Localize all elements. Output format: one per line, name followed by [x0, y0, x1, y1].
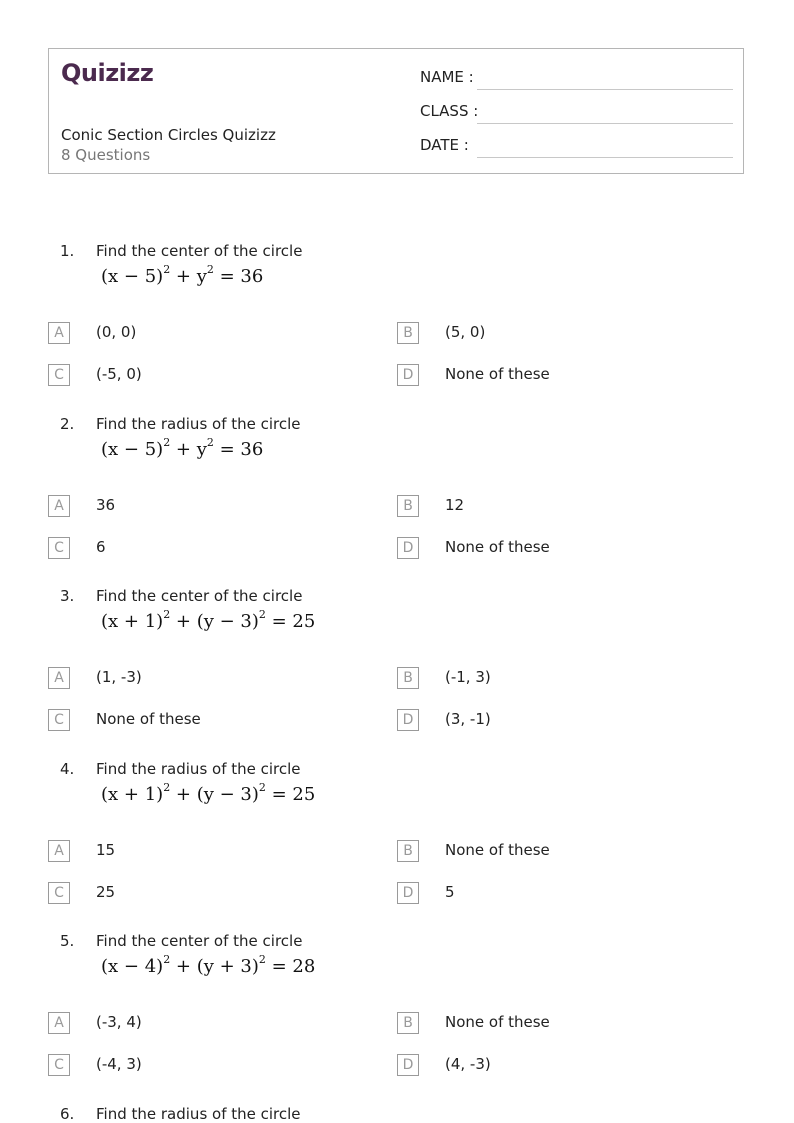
option-b-text: None of these	[445, 1013, 550, 1031]
question-equation	[101, 265, 263, 287]
question-number: 2.	[60, 415, 75, 433]
option-d-box[interactable]: D	[397, 1054, 419, 1076]
question-number: 5.	[60, 932, 75, 950]
name-label: NAME :	[420, 68, 474, 86]
option-c-box[interactable]: C	[48, 1054, 70, 1076]
equation-term: (x + 1)	[101, 784, 164, 805]
option-b-box[interactable]: B	[397, 495, 419, 517]
option-b-text: (-1, 3)	[445, 668, 491, 686]
option-b-text: None of these	[445, 841, 550, 859]
option-d-box[interactable]: D	[397, 364, 419, 386]
equation-term: (x − 4)	[101, 956, 164, 977]
equation-term: (x − 5)	[101, 266, 164, 287]
equation-term: (x − 5)	[101, 439, 164, 460]
equation-exponent: 2	[258, 781, 266, 794]
question-prompt: Find the center of the circle	[96, 242, 303, 260]
option-d-box[interactable]: D	[397, 709, 419, 731]
question-prompt: Find the radius of the circle	[96, 1105, 301, 1123]
question-equation	[101, 438, 263, 460]
option-a-text: (0, 0)	[96, 323, 137, 341]
option-c-box[interactable]: C	[48, 882, 70, 904]
question-number: 4.	[60, 760, 75, 778]
question-number: 3.	[60, 587, 75, 605]
option-a-box[interactable]: A	[48, 840, 70, 862]
equation-exponent: 2	[163, 436, 171, 449]
equation-term: + (y − 3)	[170, 611, 259, 632]
date-label: DATE :	[420, 136, 469, 154]
worksheet-title: Conic Section Circles Quizizz	[61, 126, 276, 144]
option-a-text: 15	[96, 841, 116, 859]
question-equation	[101, 955, 315, 977]
equation-term: + (y + 3)	[170, 956, 259, 977]
quizizz-logo: Quizizz	[61, 59, 154, 87]
class-label: CLASS :	[420, 102, 479, 120]
question-prompt: Find the center of the circle	[96, 932, 303, 950]
equation-exponent: 2	[206, 436, 214, 449]
option-c-box[interactable]: C	[48, 364, 70, 386]
question-number: 6.	[60, 1105, 75, 1123]
option-b-text: 12	[445, 496, 465, 514]
option-d-text: 5	[445, 883, 455, 901]
equation-term: + (y − 3)	[170, 784, 259, 805]
option-d-text: None of these	[445, 538, 550, 556]
option-d-text: (4, -3)	[445, 1055, 491, 1073]
equation-term: + y	[170, 266, 207, 287]
equation-exponent: 2	[163, 263, 171, 276]
option-a-box[interactable]: A	[48, 495, 70, 517]
question-prompt: Find the radius of the circle	[96, 760, 301, 778]
date-line	[477, 157, 733, 158]
equation-exponent: 2	[258, 608, 266, 621]
option-d-text: None of these	[445, 365, 550, 383]
class-line	[477, 123, 733, 124]
equation-term: = 25	[265, 611, 316, 632]
option-a-text: 36	[96, 496, 116, 514]
option-b-box[interactable]: B	[397, 840, 419, 862]
option-a-box[interactable]: A	[48, 322, 70, 344]
option-a-text: (-3, 4)	[96, 1013, 142, 1031]
option-b-box[interactable]: B	[397, 667, 419, 689]
option-b-box[interactable]: B	[397, 1012, 419, 1034]
option-c-text: (-4, 3)	[96, 1055, 142, 1073]
question-number: 1.	[60, 242, 75, 260]
equation-exponent: 2	[163, 608, 171, 621]
name-line	[477, 89, 733, 90]
equation-exponent: 2	[206, 263, 214, 276]
equation-term: + y	[170, 439, 207, 460]
option-a-box[interactable]: A	[48, 1012, 70, 1034]
option-b-box[interactable]: B	[397, 322, 419, 344]
equation-term: (x + 1)	[101, 611, 164, 632]
option-d-box[interactable]: D	[397, 537, 419, 559]
question-equation	[101, 783, 315, 805]
option-d-text: (3, -1)	[445, 710, 491, 728]
equation-exponent: 2	[163, 953, 171, 966]
equation-term: = 36	[213, 439, 264, 460]
option-c-box[interactable]: C	[48, 709, 70, 731]
question-prompt: Find the center of the circle	[96, 587, 303, 605]
worksheet-header	[48, 48, 744, 174]
question-prompt: Find the radius of the circle	[96, 415, 301, 433]
equation-term: = 25	[265, 784, 316, 805]
question-count: 8 Questions	[61, 146, 151, 164]
option-c-box[interactable]: C	[48, 537, 70, 559]
equation-exponent: 2	[163, 781, 171, 794]
option-c-text: 25	[96, 883, 116, 901]
option-b-text: (5, 0)	[445, 323, 486, 341]
option-c-text: 6	[96, 538, 106, 556]
equation-exponent: 2	[258, 953, 266, 966]
equation-term: = 28	[265, 956, 316, 977]
option-c-text: None of these	[96, 710, 201, 728]
option-c-text: (-5, 0)	[96, 365, 142, 383]
equation-term: = 36	[213, 266, 264, 287]
option-a-box[interactable]: A	[48, 667, 70, 689]
option-d-box[interactable]: D	[397, 882, 419, 904]
question-equation	[101, 610, 315, 632]
option-a-text: (1, -3)	[96, 668, 142, 686]
